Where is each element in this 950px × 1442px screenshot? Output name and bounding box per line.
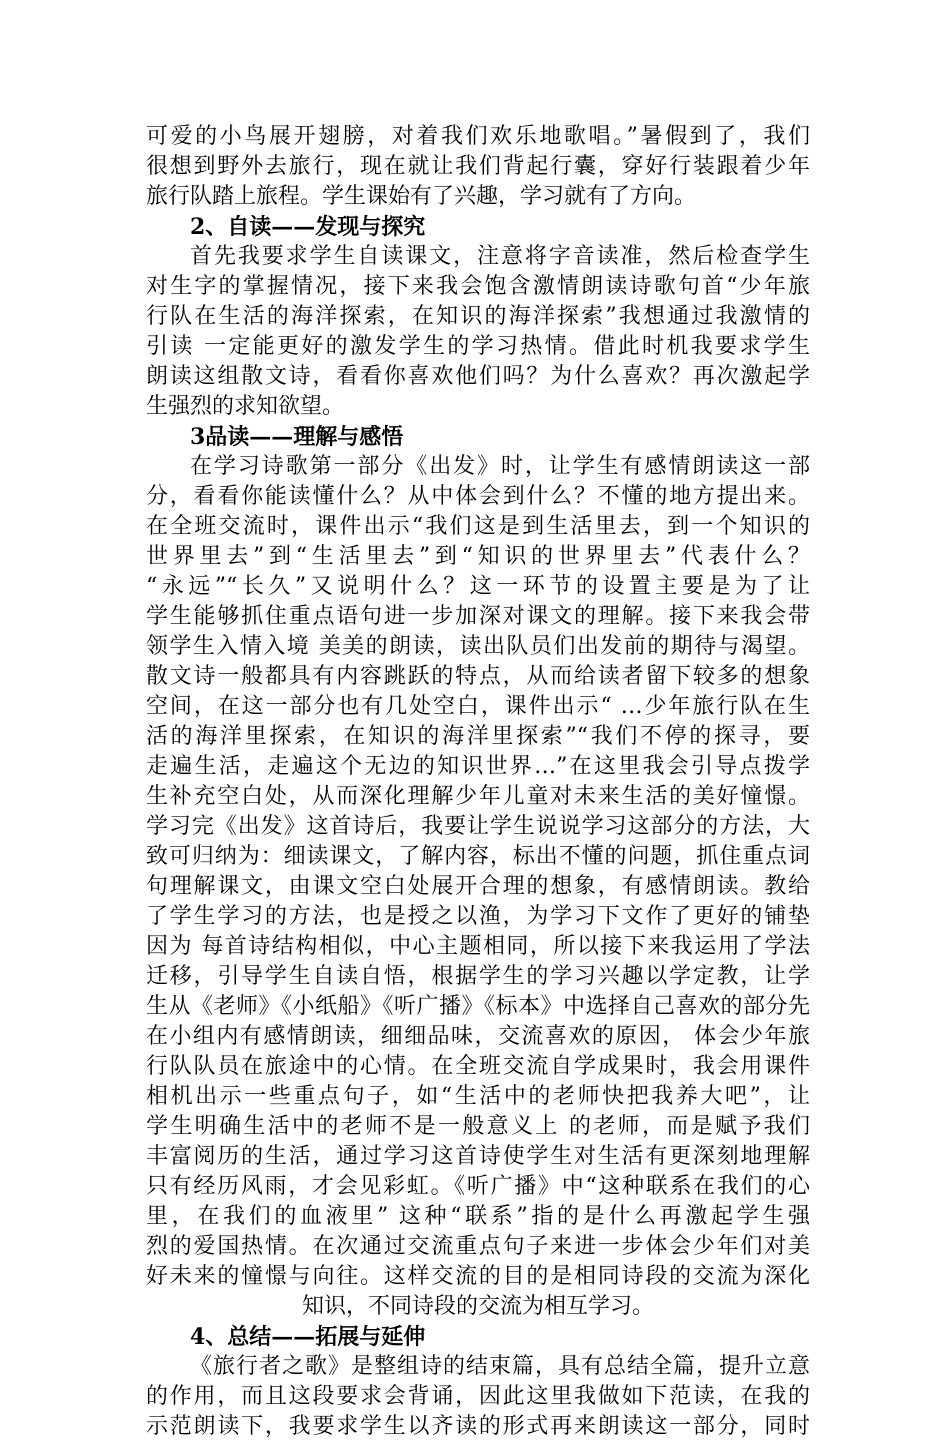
text-line: 很想到野外去旅行，现在就让我们背起行囊，穿好行装跟着少年	[146, 154, 810, 179]
text-line: 在小组内有感情朗读，细细品味，交流喜欢的原因， 体会少年旅	[146, 1024, 810, 1049]
text-line: 相机出示一些重点句子，如“生活中的老师快把我养大吧”，让	[146, 1084, 810, 1109]
text-line: 可爱的小鸟展开翅膀，对着我们欢乐地歌唱。”暑假到了，我们	[146, 124, 810, 149]
paragraph-close-reading	[146, 452, 810, 1322]
text-line: 的作用，而且这段要求会背诵，因此这里我做如下范读，在我的	[146, 1384, 810, 1409]
text-line: 对生字的掌握情况，接下来我会饱含激情朗读诗歌句首“少年旅	[146, 274, 810, 299]
text-line: 散文诗一般都具有内容跳跃的特点，从而给读者留下较多的想象	[146, 664, 810, 689]
text-line-centered: 知识，不同诗段的交流为相互学习。	[301, 1294, 654, 1319]
paragraph-self-reading	[146, 242, 810, 422]
section-heading-self-reading: 2、自读——发现与探究	[190, 214, 426, 240]
text-line: 分，看看你能读懂什么？从中体会到什么？不懂的地方提出来。	[146, 484, 810, 509]
text-line: 丰富阅历的生活，通过学习这首诗使学生对生活有更深刻地理解	[146, 1144, 810, 1169]
text-line: 烈的爱国热情。在次通过交流重点句子来进一步体会少年们对美	[146, 1234, 810, 1259]
text-line: 活的海洋里探索，在知识的海洋里探索”“我们不停的探寻，要	[146, 724, 810, 749]
text-line: “永远”“长久”又说明什么？这一环节的设置主要是为了让	[146, 574, 810, 599]
text-line: 在学习诗歌第一部分《出发》时，让学生有感情朗读这一部	[190, 454, 810, 479]
text-line: 领学生入情入境 美美的朗读，读出队员们出发前的期待与渴望。	[146, 634, 810, 659]
paragraph-summary	[146, 1352, 810, 1442]
text-line: 句理解课文，由课文空白处展开合理的想象，有感情朗读。教给	[146, 874, 810, 899]
text-line: 致可归纳为：细读课文，了解内容，标出不懂的问题，抓住重点词	[146, 844, 810, 869]
text-line: 里，在我们的血液里” 这种“联系”指的是什么再激起学生强	[146, 1204, 810, 1229]
text-line: 生从《老师》《小纸船》《听广播》《标本》中选择自己喜欢的部分先	[146, 994, 810, 1019]
text-line: 示范朗读下，我要求学生以齐读的形式再来朗读这一部分，同时	[146, 1414, 810, 1439]
text-line: 了学生学习的方法，也是授之以渔，为学习下文作了更好的铺垫	[146, 904, 810, 929]
text-line: 首先我要求学生自读课文，注意将字音读准，然后检查学生	[190, 244, 810, 269]
text-line: 朗读这组散文诗，看看你喜欢他们吗？为什么喜欢？再次激起学	[146, 364, 810, 389]
text-line: 生补充空白处，从而深化理解少年儿童对未来生活的美好憧憬。	[146, 784, 810, 809]
text-line: 只有经历风雨，才会见彩虹。《听广播》中“这种联系在我们的心	[146, 1174, 810, 1199]
text-line: 生强烈的求知欲望。	[146, 394, 345, 419]
text-line: 学生能够抓住重点语句进一步加深对课文的理解。接下来我会带	[146, 604, 810, 629]
text-line: 好未来的憧憬与向往。这样交流的目的是相同诗段的交流为深化	[146, 1264, 810, 1289]
paragraph-intro-continuation	[146, 122, 810, 212]
text-line: 因为 每首诗结构相似，中心主题相同，所以接下来我运用了学法	[146, 934, 810, 959]
text-line: 《旅行者之歌》是整组诗的结束篇，具有总结全篇，提升立意	[190, 1354, 810, 1379]
text-line: 行队队员在旅途中的心情。在全班交流自学成果时，我会用课件	[146, 1054, 810, 1079]
text-line: 在全班交流时，课件出示“我们这是到生活里去，到一个知识的	[146, 514, 810, 539]
section-heading-close-reading: 3品读——理解与感悟	[190, 424, 404, 450]
text-line: 旅行队踏上旅程。学生课始有了兴趣，学习就有了方向。	[146, 184, 697, 209]
text-line: 行队在生活的海洋探索，在知识的海洋探索”我想通过我激情的	[146, 304, 810, 329]
text-line: 迁移，引导学生自读自悟，根据学生的学习兴趣以学定教，让学	[146, 964, 810, 989]
document-body	[146, 122, 810, 1442]
section-heading-summary: 4、总结——拓展与延伸	[190, 1324, 426, 1350]
text-line: 学生明确生活中的老师不是一般意义上 的老师，而是赋予我们	[146, 1114, 810, 1139]
text-line: 学习完《出发》这首诗后，我要让学生说说学习这部分的方法，大	[146, 814, 810, 839]
text-line: 世界里去”到“生活里去”到“知识的世界里去”代表什么？	[146, 544, 810, 569]
text-line: 空间，在这一部分也有几处空白，课件出示“ …少年旅行队在生	[146, 694, 810, 719]
text-line: 引读 一定能更好的激发学生的学习热情。借此时机我要求学生	[146, 334, 810, 359]
text-line: 走遍生活，走遍这个无边的知识世界…”在这里我会引导点拨学	[146, 754, 810, 779]
